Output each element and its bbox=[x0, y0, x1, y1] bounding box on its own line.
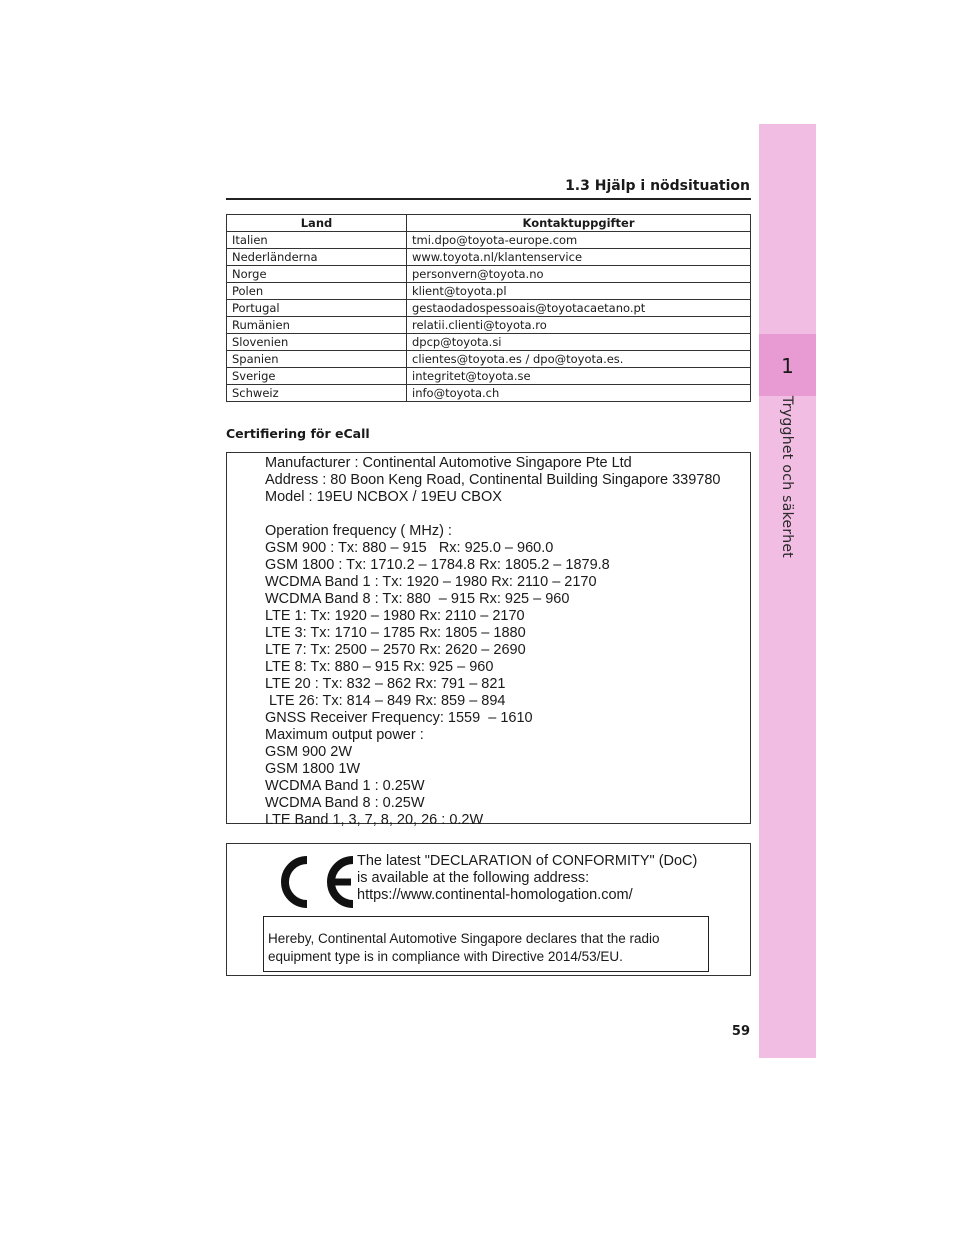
country-cell: Sverige bbox=[227, 368, 407, 385]
certification-line: GSM 900 : Tx: 880 – 915 Rx: 925.0 – 960.0 bbox=[265, 540, 554, 556]
certification-line: Address : 80 Boon Keng Road, Continental Building Singapore 339780 bbox=[265, 472, 721, 488]
country-cell: Nederländerna bbox=[227, 249, 407, 266]
table-header-row bbox=[227, 215, 751, 232]
country-cell: Slovenien bbox=[227, 334, 407, 351]
table-row bbox=[227, 368, 751, 385]
contact-table-body bbox=[227, 232, 751, 402]
certification-line: LTE 3: Tx: 1710 – 1785 Rx: 1805 – 1880 bbox=[265, 625, 526, 641]
country-cell: Rumänien bbox=[227, 317, 407, 334]
certification-line: LTE 26: Tx: 814 – 849 Rx: 859 – 894 bbox=[265, 693, 506, 709]
contact-cell: tmi.dpo@toyota-europe.com bbox=[407, 232, 751, 249]
certification-line: Model : 19EU NCBOX / 19EU CBOX bbox=[265, 489, 502, 505]
certification-line: Operation frequency ( MHz) : bbox=[265, 523, 452, 539]
country-cell: Italien bbox=[227, 232, 407, 249]
table-row bbox=[227, 266, 751, 283]
page-number: 59 bbox=[731, 1024, 750, 1039]
table-row bbox=[227, 232, 751, 249]
certification-line: WCDMA Band 8 : 0.25W bbox=[265, 795, 425, 811]
country-cell: Polen bbox=[227, 283, 407, 300]
country-cell: Schweiz bbox=[227, 385, 407, 402]
certification-line: LTE 7: Tx: 2500 – 2570 Rx: 2620 – 2690 bbox=[265, 642, 526, 658]
certification-line: GSM 1800 1W bbox=[265, 761, 361, 777]
table-row bbox=[227, 283, 751, 300]
certification-line: LTE 8: Tx: 880 – 915 Rx: 925 – 960 bbox=[265, 659, 494, 675]
column-header-contact: Kontaktuppgifter bbox=[407, 215, 751, 232]
certification-text bbox=[265, 455, 720, 829]
certification-line: GSM 1800 : Tx: 1710.2 – 1784.8 Rx: 1805.2 – 1879.8 bbox=[265, 557, 610, 573]
country-cell: Portugal bbox=[227, 300, 407, 317]
table-row bbox=[227, 300, 751, 317]
compliance-line: Hereby, Continental Automotive Singapore declares that the radio bbox=[268, 931, 660, 946]
certification-box bbox=[226, 452, 751, 828]
contact-cell: relatii.clienti@toyota.ro bbox=[407, 317, 751, 334]
certification-line: WCDMA Band 1 : Tx: 1920 – 1980 Rx: 2110 – 2170 bbox=[265, 574, 597, 590]
contact-cell: clientes@toyota.es / dpo@toyota.es. bbox=[407, 351, 751, 368]
certification-line: LTE Band 1, 3, 7, 8, 20, 26 : 0.2W bbox=[265, 812, 484, 828]
chapter-number-block bbox=[759, 334, 816, 396]
certification-line: WCDMA Band 1 : 0.25W bbox=[265, 778, 425, 794]
table-row bbox=[227, 317, 751, 334]
certification-line: WCDMA Band 8 : Tx: 880 – 915 Rx: 925 – 960 bbox=[265, 591, 570, 607]
table-row bbox=[227, 334, 751, 351]
table-row bbox=[227, 351, 751, 368]
country-cell: Norge bbox=[227, 266, 407, 283]
doc-availability-text bbox=[357, 853, 697, 904]
section-header: 1.3 Hjälp i nödsituation bbox=[565, 178, 750, 194]
contact-cell: info@toyota.ch bbox=[407, 385, 751, 402]
header-divider bbox=[226, 198, 751, 200]
doc-line: is available at the following address: bbox=[357, 870, 590, 886]
chapter-side-tab bbox=[759, 124, 816, 1058]
certification-line: GSM 900 2W bbox=[265, 744, 353, 760]
certification-line: Maximum output power : bbox=[265, 727, 424, 743]
contact-cell: personvern@toyota.no bbox=[407, 266, 751, 283]
compliance-line: equipment type is in compliance with Directive 2014/53/EU. bbox=[268, 949, 623, 964]
certification-line: Manufacturer : Continental Automotive Singapore Pte Ltd bbox=[265, 455, 632, 471]
table-row bbox=[227, 385, 751, 402]
certification-line: LTE 20 : Tx: 832 – 862 Rx: 791 – 821 bbox=[265, 676, 506, 692]
doc-line: The latest "DECLARATION of CONFORMITY" (DoC) bbox=[357, 853, 698, 869]
chapter-number: 1 bbox=[781, 354, 794, 378]
certification-line bbox=[265, 506, 720, 523]
certification-line: GNSS Receiver Frequency: 1559 – 1610 bbox=[265, 710, 533, 726]
table-row bbox=[227, 249, 751, 266]
contact-cell: integritet@toyota.se bbox=[407, 368, 751, 385]
column-header-land: Land bbox=[227, 215, 407, 232]
contact-cell: www.toyota.nl/klantenservice bbox=[407, 249, 751, 266]
section-heading: Certifiering för eCall bbox=[226, 426, 370, 441]
contact-cell: gestaodadospessoais@toyotacaetano.pt bbox=[407, 300, 751, 317]
country-cell: Spanien bbox=[227, 351, 407, 368]
chapter-title: Trygghet och säkerhet bbox=[779, 395, 795, 559]
contact-cell: dpcp@toyota.si bbox=[407, 334, 751, 351]
doc-url: https://www.continental-homologation.com/ bbox=[357, 887, 633, 903]
contact-cell: klient@toyota.pl bbox=[407, 283, 751, 300]
declaration-box bbox=[226, 843, 751, 976]
certification-line: LTE 1: Tx: 1920 – 1980 Rx: 2110 – 2170 bbox=[265, 608, 525, 624]
compliance-statement-box bbox=[263, 916, 709, 972]
ce-mark-icon bbox=[269, 852, 359, 912]
contact-table bbox=[226, 214, 751, 402]
